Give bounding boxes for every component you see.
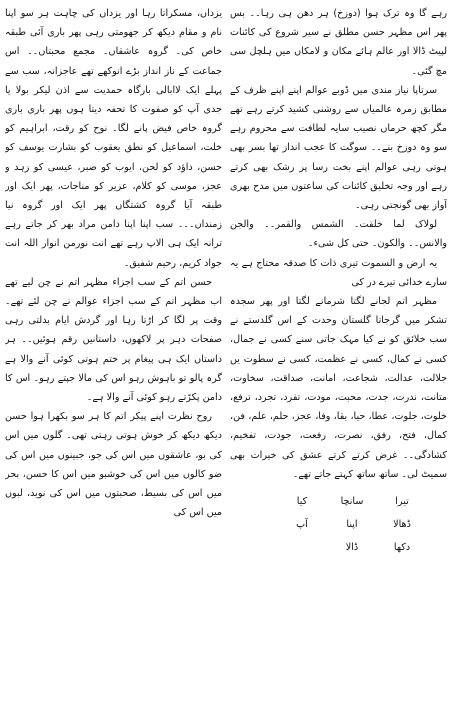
poem-word: اپنا bbox=[346, 519, 358, 531]
paragraph: حسن اتم کے سب اجزاء مظہر اتم نے چن لیے تھے اب مظہر اتم کے سب اجزاء عوالم نے چن لئے تھے۔ وقت پر لگا کر اڑتا رہا اور گردش ایام بدلتی رہی صفحات دہر پر لاکھوں، داستانیں رقم ہوئیں۔۔ ہر داستاں ایک ہی پیغام پر ختم ہوتی کوئی آنے والا ہے گرہ پالو تو باہوش رہو اس کی مالا جپتے رہو۔ اس کا دامن پکڑتے رہو کوئی آنے والا ہے۔ bbox=[5, 276, 222, 404]
left-text-column bbox=[5, 4, 222, 716]
verse-line: یہ ارض و السموت تیری ذات کا صدقہ محتاج ہے یہ سارے خدائی تیرے در کی bbox=[230, 257, 447, 288]
poem-word: کیا bbox=[296, 496, 308, 508]
poem-word: تیرا bbox=[395, 496, 409, 508]
paragraph: یزداں، مسکراتا رہا اور یزداں کی چاہت ہر سو اپنا نام و مقام دیکھ کر جھومتی رہی پھر باری آئی طبقہ خاص کی۔ گروہ عاشقاں۔ مجمع محبتاں۔۔ اس جماعت کے ناز انداز بڑے انوکھے تھے عاجزانہ، سب سے پہلے ایک لاابالی بارگاہ حمدیت سے اذن لیکر بولا یا جدی آپ کو صفوت کا تحفہ دیتا ہوں پھر باری باری گروہ خاص فیض پانے لگا۔ نوح کو رقت، ابراہیم کو خلت، اسماعیل کو نطق یعقوب کو بشارت یوسف کو حسن، داؤد کو لحن، ایوب کو صبر، عیسی کو زہد و عجز، موسی کو کلام، عزیر کو مناجات، پھر ایک اور طبقہ آیا گروہ کشتگاں پھر ایک اور گروہ نیا زمنداں۔۔۔ سب اپنا اپنا دامن مراد بھر کر جاتے رہے ترانہ ایک ہی الاپ رہے تھے انت نورمن انوار اللہ انت جواد کریم، رحیم شفیق۔ bbox=[5, 8, 222, 269]
quote-lolak: لولاک لما خلقت۔ الشمس والقمر۔۔ والجن والانس۔۔ والکون۔ حتی کل شیء۔ bbox=[230, 219, 447, 250]
paragraph: رہے گا وہ ترک ہوا (دوزخ) ہر دھن ہی رہا۔۔ بس پھر اس مظہر حسن مطلق نے سیر شروع کی کائنات لپیٹ ڈالا اور عالم ہائے مکان و لامکاں میں ہلچل سی مچ گئی۔ bbox=[230, 8, 447, 77]
paragraph: سرتاپا نیاز مندی میں ڈوبے عوالم اپنے اپنے ظرف کے مطابق زمرہ عالمیاں سے روشنی کشید کرتے رہے تھے مگر کچھ حرماں نصیب سایہ لطافت سے محروم رہے سو وہ دوزخ بنے۔۔ سوگت کا عجب انداز تھا بسر بھی ہوتی رہی عوالم اپنے بخت رسا پر رشک بھی کرتے رہے اور وجہ تخلیق کائنات کی ساعتوں میں مدح بھری آواز بھی گونجتی رہی۔ bbox=[230, 84, 447, 212]
paragraph: روح نظرت اپنے پیکر اتم کا ہر سو بکھرا ہوا حسن دیکھ دیکھ کر خوش ہوتی رہتی تھی۔ گلوں میں اس کی بو، عاشقوں میں اس کی جو، جبینوں میں اس کی ضو کالوں میں اس کی خوشبو میں اس کا حسن، بحر میں اس کی بسیط، صحبتوں میں اس کی نوید، لبوں میں اس کی bbox=[5, 411, 222, 519]
poem-word: ڈھالا bbox=[393, 519, 411, 531]
paragraph: مظہر اتم لجانے لگتا شرمانے لگتا اور پھر سجدہ تشکر میں گرجاتا گلستان وحدت کے اس گلدستے نے سب خلائق کو نے کیا مہک جاتی سنے کسی نے جمال، کسی نے کمال، کسی نے عظمت، کسی نے سطوت یں جلالت، عدالت، شجاعت، امانت، صداقت، سخاوت، متانت، ندرت، جدت، محبت، مودت، تفرد، تجرد، ترفع، خلوت، جلوت، عطا، حیا، بقا، وفا، عجز، حلم، علم، فن، کمال، فتح، رفق، نصرت، رفعت، جودت، تفخیم، کشادگی۔۔ غرض کرتے کرتے عشق کی خیرات بھی سمیٹ لی۔ ساتھ ساتھ کہتے جاتے تھے۔ bbox=[230, 296, 447, 480]
right-text-column bbox=[230, 4, 447, 716]
poem-word: سانچا bbox=[340, 496, 364, 508]
poem-word: دکھا bbox=[393, 542, 411, 554]
poem-word: ڈالا bbox=[345, 542, 359, 554]
poem-couplet bbox=[277, 490, 427, 559]
poem-word: آپ bbox=[296, 519, 308, 531]
